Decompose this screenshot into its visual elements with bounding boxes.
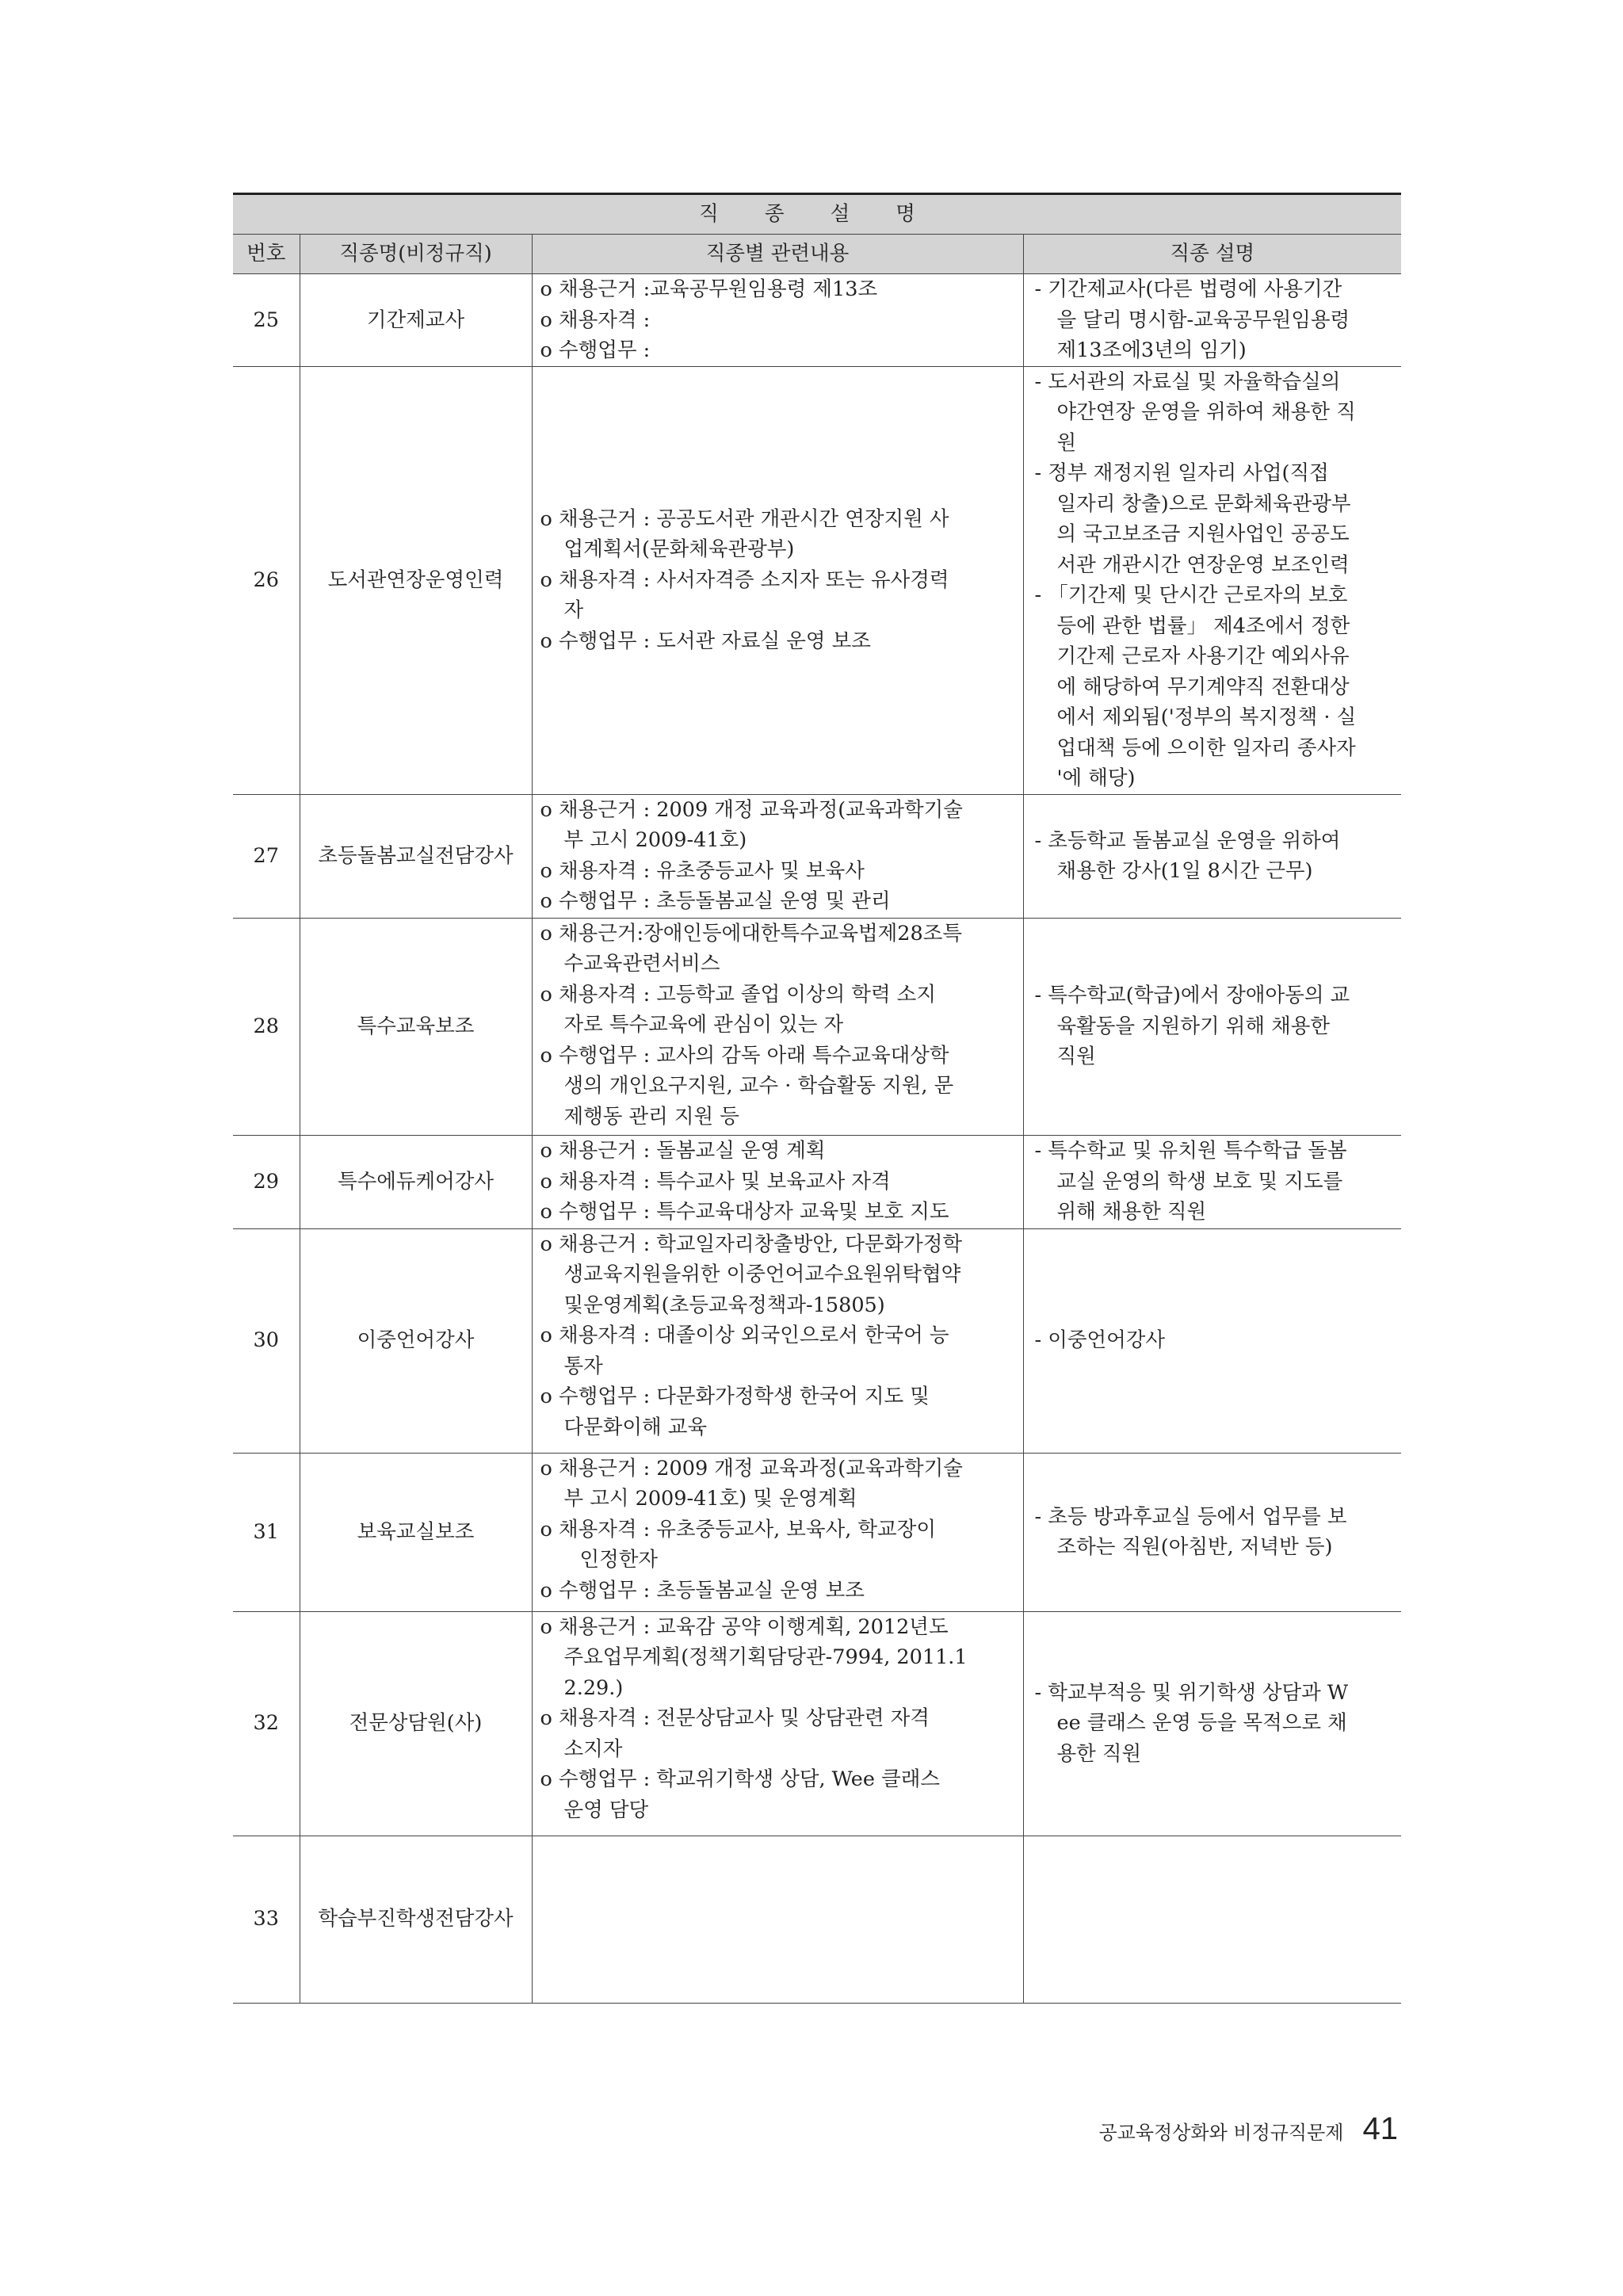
desc-line: 용한 직원 <box>1056 1741 1142 1766</box>
desc-line: - 초등 방과후교실 등에서 업무를 보 <box>1034 1504 1347 1529</box>
content-line: o 채용자격 : 특수교사 및 보육교사 자격 <box>540 1169 891 1194</box>
content-line: o 채용근거 : 학교일자리창출방안, 다문화가정학 <box>540 1232 963 1256</box>
desc-line: 육활동을 지원하기 위해 채용한 <box>1056 1014 1331 1038</box>
job-content <box>532 918 1023 1135</box>
desc-line: 교실 운영의 학생 보호 및 지도를 <box>1056 1169 1343 1194</box>
row-number: 27 <box>253 843 279 868</box>
content-line: 수교육관련서비스 <box>563 952 720 976</box>
table-row <box>233 274 1401 367</box>
job-name: 이중언어강사 <box>300 1228 532 1453</box>
column-header-related-content: 직종별 관련내용 <box>532 235 1023 274</box>
content-line: 및운영계획(초등교육정책과-15805) <box>563 1293 885 1317</box>
content-line: 제행동 관리 지원 등 <box>563 1104 739 1129</box>
content-line: 자 <box>563 598 584 623</box>
content-line: o 채용자격 : 고등학교 졸업 이상의 학력 소지 <box>540 982 936 1007</box>
content-line: o 채용자격 : 전문상담교사 및 상담관련 자격 <box>540 1706 930 1730</box>
job-description <box>1023 274 1401 367</box>
job-name: 특수교육보조 <box>300 918 532 1135</box>
content-line: o 채용자격 : 대졸이상 외국인으로서 한국어 능 <box>540 1324 949 1347</box>
desc-line: 위해 채용한 직원 <box>1056 1200 1207 1224</box>
job-content <box>532 274 1023 367</box>
row-number: 25 <box>253 308 279 332</box>
table-row <box>233 918 1401 1135</box>
desc-line: 업대책 등에 으이한 일자리 종사자 <box>1056 735 1356 760</box>
content-line: o 채용근거 : 2009 개정 교육과정(교육과학기술 <box>540 797 963 822</box>
desc-line: 제13조에3년의 임기) <box>1056 338 1247 362</box>
job-content <box>532 794 1023 918</box>
desc-line: - 기간제교사(다른 법령에 사용기간 <box>1034 277 1342 301</box>
desc-line: - 정부 재정지원 일자리 사업(직접 <box>1034 461 1329 485</box>
desc-line: - 초등학교 돌봄교실 운영을 위하여 <box>1034 828 1341 853</box>
row-number: 30 <box>253 1328 279 1353</box>
job-content <box>532 366 1023 794</box>
page-number: 41 <box>1362 2111 1398 2146</box>
job-content <box>532 1836 1023 2003</box>
table-row <box>233 1135 1401 1228</box>
table-title: 직 종 설 명 <box>233 194 1401 235</box>
content-line: o 채용자격 : 유초중등교사, 보육사, 학교장이 <box>540 1517 936 1541</box>
job-description <box>1023 1836 1401 2003</box>
job-name: 보육교실보조 <box>300 1453 532 1611</box>
content-line: o 수행업무 : 교사의 감독 아래 특수교육대상학 <box>540 1043 949 1068</box>
content-line: o 채용근거 : 2009 개정 교육과정(교육과학기술 <box>540 1456 963 1480</box>
row-number: 28 <box>253 1014 279 1038</box>
row-number: 32 <box>253 1711 279 1736</box>
content-line: 자로 특수교육에 관심이 있는 자 <box>563 1013 844 1037</box>
row-number: 26 <box>253 567 279 592</box>
desc-line: 직원 <box>1056 1045 1096 1069</box>
content-line: 부 고시 2009-41호) 및 운영계획 <box>563 1487 857 1511</box>
table-row <box>233 1611 1401 1836</box>
desc-line: 에서 제외됨('정부의 복지정책 · 실 <box>1056 705 1357 729</box>
content-line: 다문화이해 교육 <box>563 1415 708 1439</box>
desc-line: 원 <box>1056 430 1077 455</box>
job-name: 초등돌봄교실전담강사 <box>300 794 532 918</box>
column-header-number: 번호 <box>233 235 300 274</box>
desc-line: - 도서관의 자료실 및 자율학습실의 <box>1034 369 1341 394</box>
content-line: 부 고시 2009-41호) <box>563 828 747 852</box>
desc-line: - 특수학교(학급)에서 장애아동의 교 <box>1034 984 1350 1008</box>
job-content <box>532 1135 1023 1228</box>
content-line: o 채용자격 : 사서자격증 소지자 또는 유사경력 <box>540 567 949 592</box>
content-line: 인정한자 <box>579 1548 659 1572</box>
job-description <box>1023 794 1401 918</box>
row-number: 31 <box>253 1519 279 1544</box>
desc-line: 야간연장 운영을 위하여 채용한 직 <box>1056 400 1356 424</box>
job-description <box>1023 1228 1401 1453</box>
desc-line: '에 해당) <box>1056 766 1136 790</box>
footer-text: 공교육정상화와 비정규직문제 <box>1098 2122 1344 2144</box>
column-header-job-name: 직종명(비정규직) <box>300 235 532 274</box>
job-name: 학습부진학생전담강사 <box>300 1836 532 2003</box>
content-line: 생의 개인요구지원, 교수 · 학습활동 지원, 문 <box>563 1074 954 1098</box>
job-name: 전문상담원(사) <box>300 1611 532 1836</box>
content-line: 통자 <box>563 1354 603 1378</box>
job-content <box>532 1453 1023 1611</box>
content-line: 2.29.) <box>563 1675 624 1700</box>
content-line: o 채용근거 : 공공도서관 개관시간 연장지원 사 <box>540 506 949 531</box>
job-name: 기간제교사 <box>300 274 532 367</box>
job-description <box>1023 1611 1401 1836</box>
table-row <box>233 794 1401 918</box>
content-line: o 수행업무 : 다문화가정학생 한국어 지도 및 <box>540 1385 930 1408</box>
table-row <box>233 1453 1401 1611</box>
content-line: o 수행업무 : 초등돌봄교실 운영 및 관리 <box>540 889 891 913</box>
job-content <box>532 1228 1023 1453</box>
desc-line: 등에 관한 법률」 제4조에서 정한 <box>1056 613 1350 638</box>
content-line: 운영 담당 <box>563 1797 649 1822</box>
content-line: o 채용근거 :교육공무원임용령 제13조 <box>540 277 878 301</box>
row-number: 29 <box>253 1169 279 1194</box>
desc-line: 을 달리 명시함-교육공무원임용령 <box>1056 308 1350 332</box>
content-line: 생교육지원을위한 이중언어교수요원위탁협약 <box>563 1263 961 1286</box>
job-name: 특수에듀케어강사 <box>300 1135 532 1228</box>
content-line: 업계획서(문화체육관광부) <box>563 537 795 562</box>
desc-line: 의 국고보조금 지원사업인 공공도 <box>1056 522 1350 546</box>
desc-line: 서관 개관시간 연장운영 보조인력 <box>1056 552 1350 577</box>
content-line: o 수행업무 : 특수교육대상자 교육및 보호 지도 <box>540 1200 949 1224</box>
content-line: o 채용근거 : 교육감 공약 이행계획, 2012년도 <box>540 1614 949 1639</box>
page-footer <box>1098 2111 1398 2147</box>
content-line: 소지자 <box>563 1736 623 1761</box>
desc-line: - 학교부적응 및 위기학생 상담과 W <box>1034 1680 1349 1705</box>
content-line: o 수행업무 : <box>540 338 651 362</box>
content-line: o 채용근거:장애인등에대한특수교육법제28조특 <box>540 921 963 946</box>
desc-line: - 이중언어강사 <box>1034 1328 1166 1353</box>
job-name: 도서관연장운영인력 <box>300 366 532 794</box>
table-row <box>233 1836 1401 2003</box>
desc-line: - 「기간제 및 단시간 근로자의 보호 <box>1034 583 1348 607</box>
desc-line: - 특수학교 및 유치원 특수학급 돌봄 <box>1034 1139 1347 1163</box>
desc-line: ee 클래스 운영 등을 목적으로 채 <box>1056 1711 1347 1736</box>
content-line: o 수행업무 : 도서관 자료실 운영 보조 <box>540 628 871 653</box>
job-content <box>532 1611 1023 1836</box>
job-description <box>1023 918 1401 1135</box>
column-header-job-description: 직종 설명 <box>1023 235 1401 274</box>
row-number: 33 <box>253 1907 279 1931</box>
job-description <box>1023 366 1401 794</box>
desc-line: 일자리 창출)으로 문화체육관광부 <box>1056 491 1351 516</box>
content-line: o 채용자격 : <box>540 308 651 332</box>
desc-line: 조하는 직원(아침반, 저녁반 등) <box>1056 1535 1333 1559</box>
job-description <box>1023 1453 1401 1611</box>
job-description-table <box>233 193 1401 2004</box>
desc-line: 채용한 강사(1일 8시간 근무) <box>1056 859 1313 883</box>
desc-line: 에 해당하여 무기계약직 전환대상 <box>1056 674 1350 699</box>
content-line: o 수행업무 : 초등돌봄교실 운영 보조 <box>540 1578 865 1603</box>
desc-line: 기간제 근로자 사용기간 예외사유 <box>1056 644 1350 668</box>
table-row <box>233 366 1401 794</box>
content-line: o 채용자격 : 유초중등교사 및 보육사 <box>540 858 865 883</box>
table-row <box>233 1228 1401 1453</box>
job-description <box>1023 1135 1401 1228</box>
content-line: 주요업무계획(정책기획담당관-7994, 2011.1 <box>563 1645 968 1669</box>
content-line: o 채용근거 : 돌봄교실 운영 계획 <box>540 1139 826 1163</box>
content-line: o 수행업무 : 학교위기학생 상담, Wee 클래스 <box>540 1767 940 1791</box>
